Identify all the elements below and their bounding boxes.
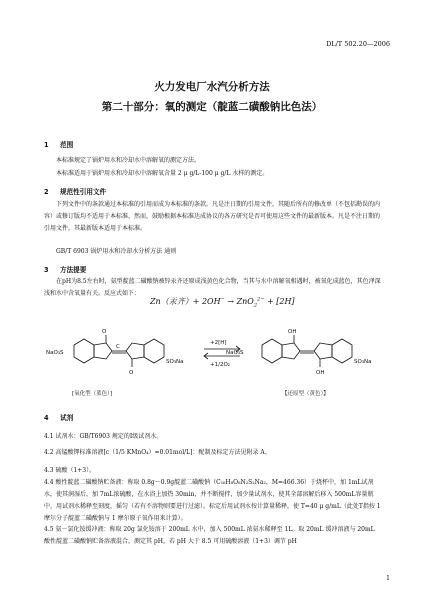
section-heading-scope: 1 范围 (44, 141, 74, 149)
oxidation-arrow-label: +1/2O₂ (210, 362, 230, 368)
right-five-ring-1 (282, 343, 300, 359)
reagent-4-1: 4.1 试剂水：GB/T6903 规定的Ⅰ级试剂水。 (44, 433, 163, 440)
scope-paragraph-2: 本标准适用于锅炉用水和冷却水中溶解氧含量 2 μ g/L-100 μ g/L 水样的测定。 (56, 170, 269, 177)
left-sulfonate-group-2: SO₃Na (166, 359, 184, 365)
scope-paragraph-1: 本标准规定了锅炉用水和冷却水中溶解氧的测定方法。 (56, 157, 201, 164)
standard-number: DL/T 502.20—2006 (326, 40, 390, 48)
reagent-4-5: 4.5 氨－氯化铵缓冲液：称取 20g 氯化铵溶于 200mL 水中，加入 500mL 浓氨水稀释至 1L。取 20mL 缓冲溶液与 20mL 酸性靛蓝二磺酸钠贮备溶液混合，测定其 pH，若 pH 大于 8.5 可用硫酸溶液（1+3）调节 pH (44, 526, 375, 545)
left-five-ring-2 (126, 343, 144, 359)
right-five-ring-2 (314, 343, 332, 359)
reagent-4-2: 4.2 高锰酸钾标准溶液[c（1/5 KMnO₄）=0.01mol/L]：配制及标定方法见附录 A。 (44, 449, 271, 456)
right-sulfonate-group-2: SO₃Na (354, 359, 372, 365)
left-oxygen-label: O (102, 329, 107, 335)
reagent-4-3: 4.3 硫酸（1+3）。 (44, 467, 96, 474)
right-sulfonate-group: NaO₃S (226, 350, 244, 356)
left-five-ring-1 (94, 343, 112, 359)
left-sulfonate-group: NaO₃S (46, 350, 64, 356)
reduced-form-caption: 【还原型（黄色）】 (282, 391, 329, 397)
left-benzene-ring-1 (74, 339, 94, 363)
right-hydroxyl-label-2: OH (316, 370, 325, 376)
reaction-equation: Zn（汞齐）+ 2OH− → ZnO$_2^{2-}$ + [2H] (150, 296, 295, 309)
left-oxygen-label-2: O (129, 370, 134, 376)
indigo-reaction-diagram (44, 323, 384, 403)
right-hydroxyl-label: OH (288, 329, 297, 335)
left-benzene-ring-2 (144, 339, 164, 363)
section-heading-principle: 3 方法提要 (44, 266, 87, 274)
reagent-4-4: 4.4 酸性靛蓝二磺酸钠贮备液：称取 0.8g～0.9g靛蓝二磺酸钠（C₁₆H₈O₈N₂S₂Na₂，M=466.36）于烧杯中，加 1mL试剂水，使其润湿后，加 7mL浓硫酸，在水浴上加热 30min，并不断搅拌，加少量试剂水，使其全部溶解后移入 500mL容量瓶中，用试剂水稀释至刻度，摇匀（若有不溶物则要进行过滤）。标定后用试剂水按计算量稀释，使 T=40 μ g/mL（此处T指按 1 摩尔分子靛蓝二磺酸钠与 1 摩尔原子氧作用来计算）。 (44, 479, 381, 522)
reference-gbt-6903: GB/T 6903 锅炉用水和冷却水分析方法 通则 (56, 248, 177, 255)
right-benzene-ring-1 (262, 339, 282, 363)
oxidized-form-caption: [氧化型（蓝色）] (72, 391, 113, 397)
document-subtitle: 第二十部分：氧的测定（靛蓝二磺酸钠比色法） (101, 101, 323, 113)
left-carbon-label: C (116, 344, 120, 350)
page-number: 1 (386, 575, 390, 582)
right-benzene-ring-2 (332, 339, 352, 363)
section-heading-references: 2 规范性引用文件 (44, 188, 107, 196)
reduction-arrow-label: +2[H] (210, 340, 227, 346)
references-paragraph: 下列文件中的条款通过本标准的引用而成为本标准的条款。凡是注日期的引用文件，其随后所有的修改单（不包括勘误的内容）或修订版均不适用于本标准，然而，鼓励根据本标准达成协议的各方研究是否可使用这些文件的最新版本。凡是不注日期的引用文件，其最新版本适用于本标准。 (44, 201, 381, 232)
principle-paragraph: 在pH为8.5左右时，氨型靛蓝二磺酸钠被锌汞齐还原成浅黄色化合物，当其与水中溶解氧相遇时，被氧化成蓝色，其色泽深浅和水中含氧量有关。反应式如下： (44, 278, 381, 297)
document-title: 火力发电厂水汽分析方法 (154, 81, 270, 93)
section-heading-reagents: 4 试剂 (44, 414, 74, 422)
